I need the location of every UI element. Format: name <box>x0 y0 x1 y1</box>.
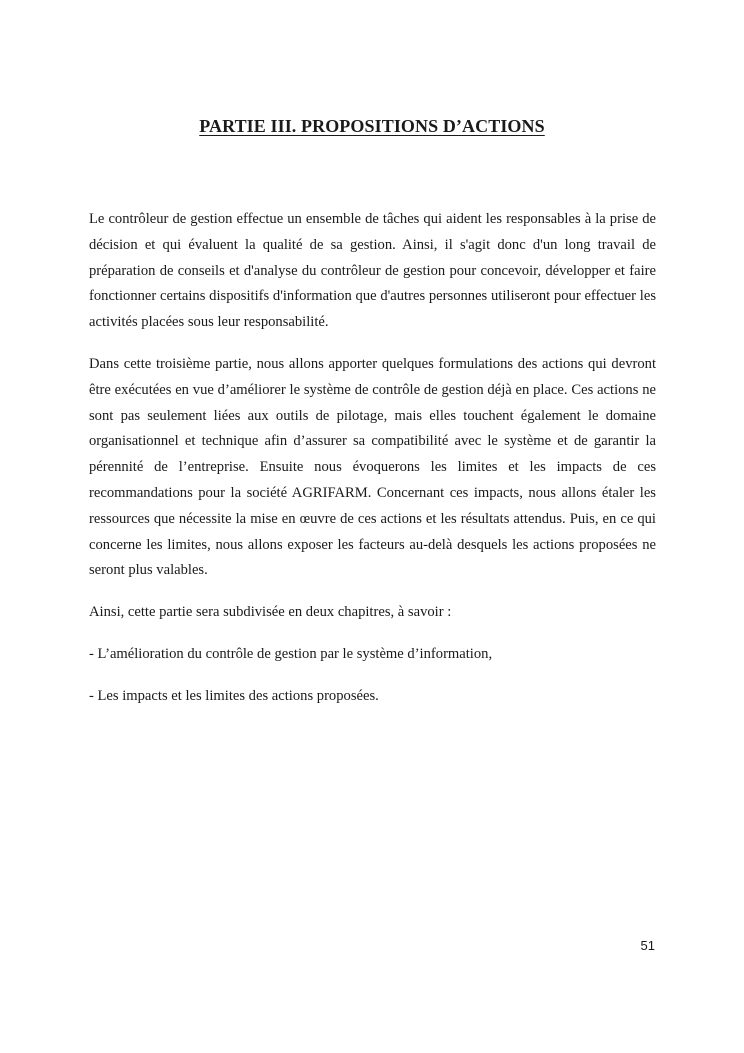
paragraph-part-overview: Dans cette troisième partie, nous allons apporter quelques formulations des actions qui devront être exécutées en vue d’améliorer le système de contrôle de gestion déjà en place. Ces actions ne sont pas seulement liées aux outils de pilotage, mais elles touchent également le domaine organisationnel et technique afin d’assurer sa compatibilité avec le système et de garantir la pérennité de l’entreprise. Ensuite nous évoquerons les limites et les impacts de ces recommandations pour la société AGRIFARM. Concernant ces impacts, nous allons étaler les ressources que nécessite la mise en œuvre de ces actions et les résultats attendus. Puis, en ce qui concerne les limites, nous allons exposer les facteurs au-delà desquels les actions proposées ne seront plus valables. <box>89 355 656 579</box>
chapter-item-1: - L’amélioration du contrôle de gestion par le système d’information, <box>89 645 493 662</box>
page-title: PARTIE III. PROPOSITIONS D’ACTIONS <box>199 116 545 136</box>
body-text <box>89 207 656 726</box>
paragraph-chapters-intro: Ainsi, cette partie sera subdivisée en deux chapitres, à savoir : <box>89 604 452 621</box>
paragraph-intro: Le contrôleur de gestion effectue un ensemble de tâches qui aident les responsables à la prise de décision et qui évaluent la qualité de sa gestion. Ainsi, il s'agit donc d'un long travail de préparation de conseils et d'analyse du contrôleur de gestion pour concevoir, développer et faire fonctionner certains dispositifs d'information que d'autres personnes utiliseront pour effectuer les activités placées sous leur responsabilité. <box>89 211 656 331</box>
page-number: 51 <box>640 938 655 953</box>
chapter-item-2: - Les impacts et les limites des actions proposées. <box>89 687 379 704</box>
